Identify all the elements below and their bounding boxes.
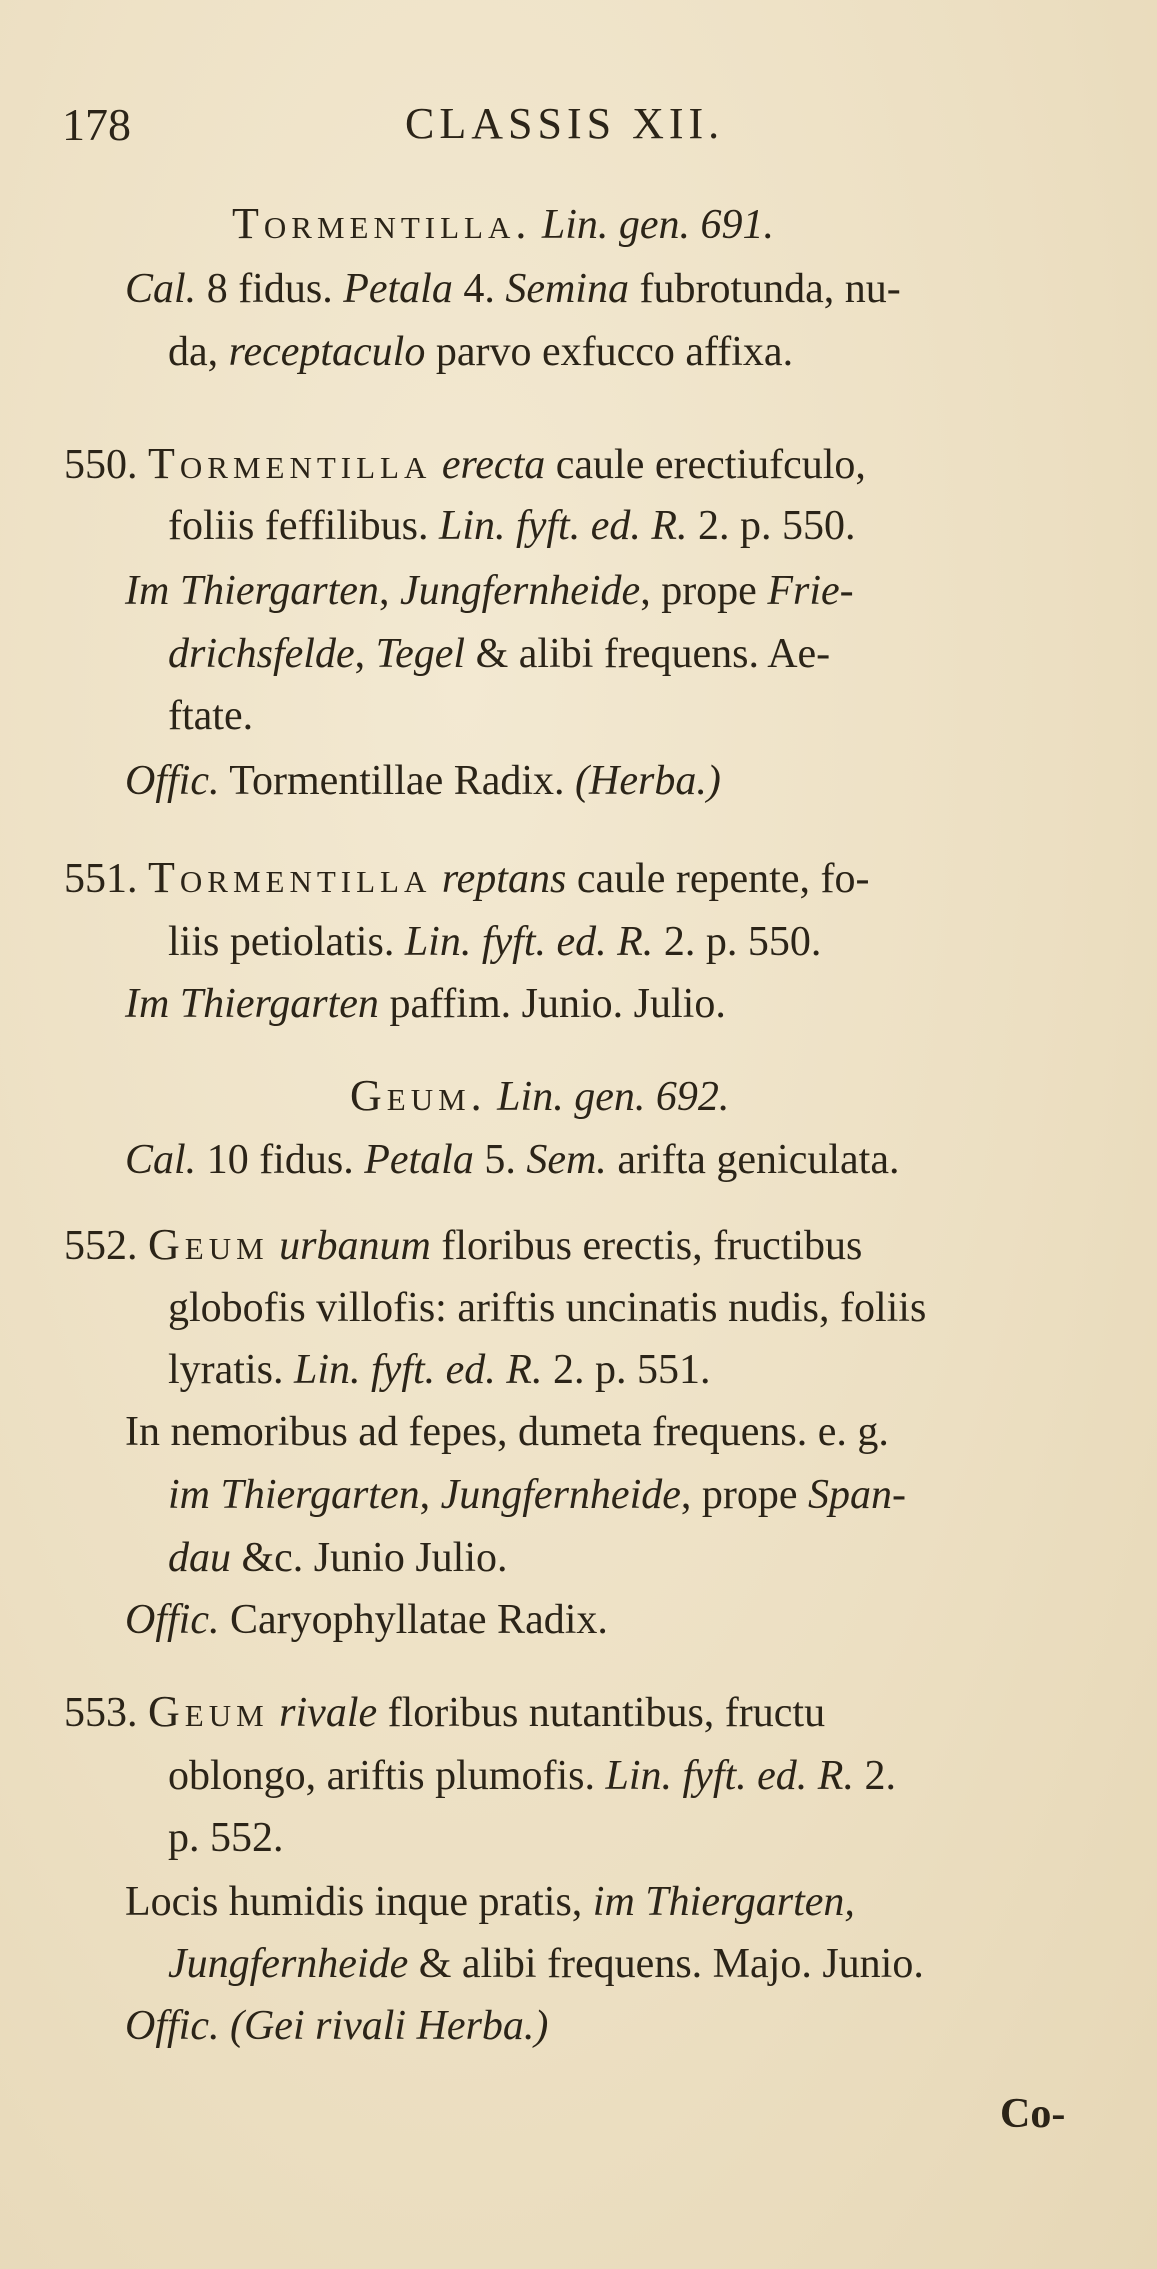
locality: Tegel <box>375 631 466 677</box>
term-semina: Semina <box>505 266 629 312</box>
entry-552-line <box>168 1344 710 1396</box>
locality: Im Thiergarten <box>125 568 379 614</box>
text-segment: lyratis. <box>168 1347 284 1393</box>
text-segment: & alibi frequens. Ae- <box>475 631 831 677</box>
term-offic: Offic. <box>125 758 220 804</box>
entry-number: 553. <box>64 1690 138 1736</box>
entry-552-line <box>168 1532 508 1584</box>
citation: Lin. fyft. ed. R. <box>605 1753 854 1799</box>
entry-553-offic <box>125 2000 548 2052</box>
locality: im Thiergarten <box>168 1472 420 1518</box>
entry-553-line <box>125 1876 855 1928</box>
citation: Lin. fyft. ed. R. <box>404 919 654 965</box>
entry-553-line <box>168 1938 924 1990</box>
term-receptaculo: receptaculo <box>228 329 426 375</box>
genus-name: Geum. <box>350 1071 487 1120</box>
text-segment: da, <box>168 329 219 375</box>
entry-553-line: p. 552. <box>168 1815 284 1861</box>
text-segment: 2. <box>864 1753 896 1799</box>
text-segment: & alibi frequens. Majo. Junio. <box>418 1941 924 1987</box>
text-segment: floribus nutantibus, fructu <box>387 1690 826 1736</box>
entry-number: 550. <box>64 442 138 488</box>
citation: Lin. fyft. ed. R. <box>293 1347 543 1393</box>
genus-description-line <box>168 326 793 378</box>
text-segment: paffim. Junio. Julio. <box>389 981 726 1027</box>
text-segment: 2. p. 551. <box>552 1347 711 1393</box>
entry-species: rivale <box>279 1690 378 1736</box>
text-segment: 8 fidus. <box>206 266 333 312</box>
running-title: CLASSIS XII. <box>405 99 725 148</box>
text-segment: , <box>419 1472 431 1518</box>
entry-552-line <box>168 1469 906 1521</box>
genus-reference-number: 692. <box>655 1074 730 1120</box>
entry-number: 551. <box>64 856 138 902</box>
text-segment: 4. <box>463 266 495 312</box>
locality: Jungfernheide <box>399 568 641 614</box>
locality: Jungfernheide <box>168 1941 409 1987</box>
text-segment: &c. Junio Julio. <box>241 1535 508 1581</box>
text-segment: , prope <box>680 1472 798 1518</box>
genus-description-line <box>125 1134 899 1186</box>
text-segment: , prope <box>640 568 757 614</box>
text-segment: Locis humidis inque pratis, <box>125 1879 583 1925</box>
entry-553-line <box>168 1750 896 1802</box>
term-cal: Cal. <box>125 1137 197 1183</box>
locality: dau <box>168 1535 231 1581</box>
entry-550-line <box>168 500 856 552</box>
entry-number: 552. <box>64 1223 138 1269</box>
text-segment: fubrotunda, nu- <box>639 266 901 312</box>
catchword: Co- <box>1000 2091 1066 2137</box>
entry-551-line <box>64 852 869 905</box>
entry-552-line: globofis villofis: ariftis uncinatis nudis, foliis <box>168 1285 927 1331</box>
text-segment: 2. p. 550. <box>698 503 856 549</box>
term-cal: Cal. <box>125 266 197 312</box>
entry-genus: Tormentilla <box>148 439 432 488</box>
genus-heading-geum <box>350 1070 729 1123</box>
term-offic: Offic. <box>125 1597 220 1643</box>
text-segment: caule repente, fo- <box>576 856 870 902</box>
citation: Lin. fyft. ed. R. <box>439 503 688 549</box>
page-number: 178 <box>62 99 131 150</box>
locality: Jungfernheide <box>440 1472 681 1518</box>
text-segment: 2. p. 550. <box>663 919 822 965</box>
text-segment: oblongo, ariftis plumofis. <box>168 1753 595 1799</box>
entry-550-line <box>168 628 830 680</box>
locality: Frie- <box>767 568 854 614</box>
locality: drichsfelde <box>168 631 355 677</box>
term-sem: Sem. <box>526 1137 607 1183</box>
term-offic: Offic. <box>125 2003 220 2049</box>
entry-551-line <box>168 916 821 968</box>
entry-552-offic <box>125 1594 608 1646</box>
genus-reference: Lin. gen. <box>497 1074 646 1120</box>
text-segment: foliis feffilibus. <box>168 503 429 549</box>
entry-553-line <box>64 1686 825 1739</box>
genus-description-line <box>125 263 901 315</box>
entry-species: reptans <box>441 856 567 902</box>
text-segment: Tormentillae Radix. <box>229 758 565 804</box>
text-segment: arifta geniculata. <box>617 1137 900 1183</box>
text-segment: 10 fidus. <box>206 1137 354 1183</box>
text-segment: Caryophyllatae Radix. <box>229 1597 608 1643</box>
entry-550-line <box>64 438 866 491</box>
entry-genus: Geum <box>148 1220 269 1269</box>
locality: im Thiergarten, <box>592 1879 855 1925</box>
genus-name: Tormentilla. <box>232 199 532 248</box>
text-segment: floribus erectis, fructibus <box>441 1223 863 1269</box>
text-segment: , <box>378 568 390 614</box>
entry-species: urbanum <box>279 1223 431 1269</box>
genus-heading-tormentilla <box>232 198 774 251</box>
text-segment: (Gei rivali Herba.) <box>229 2003 549 2049</box>
text-segment: parvo exfucco affixa. <box>435 329 794 375</box>
term-petala: Petala <box>343 266 453 312</box>
entry-552-line: In nemoribus ad fepes, dumeta frequens. e. g. <box>125 1409 889 1455</box>
entry-552-line <box>64 1219 862 1272</box>
locality: Im Thiergarten <box>125 981 379 1027</box>
text-segment: 5. <box>484 1137 516 1183</box>
entry-genus: Tormentilla <box>148 853 432 902</box>
locality: Span- <box>808 1472 907 1518</box>
text-segment: liis petiolatis. <box>168 919 395 965</box>
entry-550-line <box>125 565 854 617</box>
genus-reference: Lin. gen. 691. <box>541 202 775 248</box>
entry-550-offic <box>125 755 721 807</box>
entry-551-line <box>125 978 726 1030</box>
entry-550-line: ftate. <box>168 693 254 739</box>
entry-species: erecta <box>441 442 546 488</box>
text-segment: caule erectiufculo, <box>555 442 866 488</box>
entry-genus: Geum <box>148 1687 269 1736</box>
term-petala: Petala <box>364 1137 474 1183</box>
text-segment: , <box>354 631 366 677</box>
text-segment: (Herba.) <box>575 758 721 804</box>
